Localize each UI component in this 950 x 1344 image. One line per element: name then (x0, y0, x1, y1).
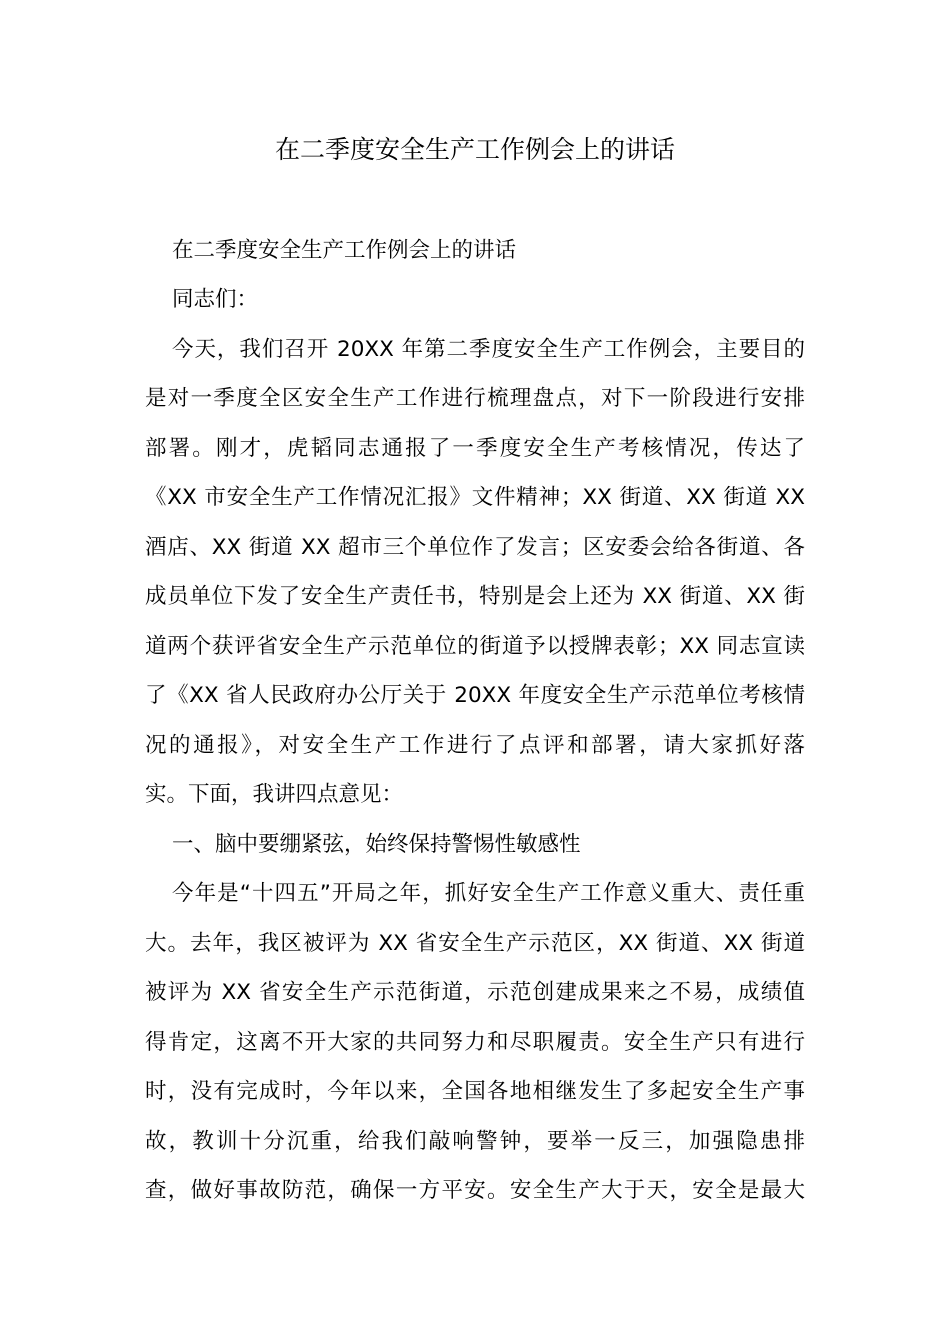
paragraph-line: 查，做好事故防范，确保一方平安。安全生产大于天，安全是最大 (145, 1178, 805, 1203)
paragraph-line: 故，教训十分沉重，给我们敲响警钟，要举一反三，加强隐患排 (145, 1129, 805, 1154)
paragraph-line: 成员单位下发了安全生产责任书，特别是会上还为 XX 街道、XX 街 (145, 584, 805, 609)
paragraph-line: 实。下面，我讲四点意见： (145, 782, 404, 807)
paragraph-line: 是对一季度全区安全生产工作进行梳理盘点，对下一阶段进行安排 (145, 386, 805, 411)
body-heading: 在二季度安全生产工作例会上的讲话 (172, 238, 517, 263)
paragraph-line: 酒店、XX 街道 XX 超市三个单位作了发言；区安委会给各街道、各 (145, 535, 805, 560)
paragraph-line: 今年是“十四五”开局之年，抓好安全生产工作意义重大、责任重 (172, 881, 805, 906)
paragraph-line: 部署。刚才，虎韬同志通报了一季度安全生产考核情况，传达了 (145, 436, 805, 461)
paragraph-line: 了《XX 省人民政府办公厅关于 20XX 年度安全生产示范单位考核情 (145, 683, 805, 708)
paragraph-line: 得肯定，这离不开大家的共同努力和尽职履责。安全生产只有进行 (145, 1030, 805, 1055)
paragraph-line: 今天，我们召开 20XX 年第二季度安全生产工作例会，主要目的 (172, 337, 805, 362)
paragraph-line: 道两个获评省安全生产示范单位的街道予以授牌表彰；XX 同志宣读 (145, 634, 805, 659)
paragraph-line: 时，没有完成时，今年以来，全国各地相继发生了多起安全生产事 (145, 1079, 805, 1104)
paragraph-line: 被评为 XX 省安全生产示范街道，示范创建成果来之不易，成绩值 (145, 980, 805, 1005)
salutation: 同志们： (172, 287, 259, 312)
paragraph-line: 况的通报》，对安全生产工作进行了点评和部署，请大家抓好落 (145, 733, 805, 758)
page-title: 在二季度安全生产工作例会上的讲话 (274, 135, 675, 164)
section-heading: 一、脑中要绷紧弦，始终保持警惕性敏感性 (172, 832, 581, 857)
paragraph-line: 大。去年，我区被评为 XX 省安全生产示范区，XX 街道、XX 街道 (145, 931, 805, 956)
paragraph-line: 《XX 市安全生产工作情况汇报》文件精神；XX 街道、XX 街道 XX (145, 485, 805, 510)
